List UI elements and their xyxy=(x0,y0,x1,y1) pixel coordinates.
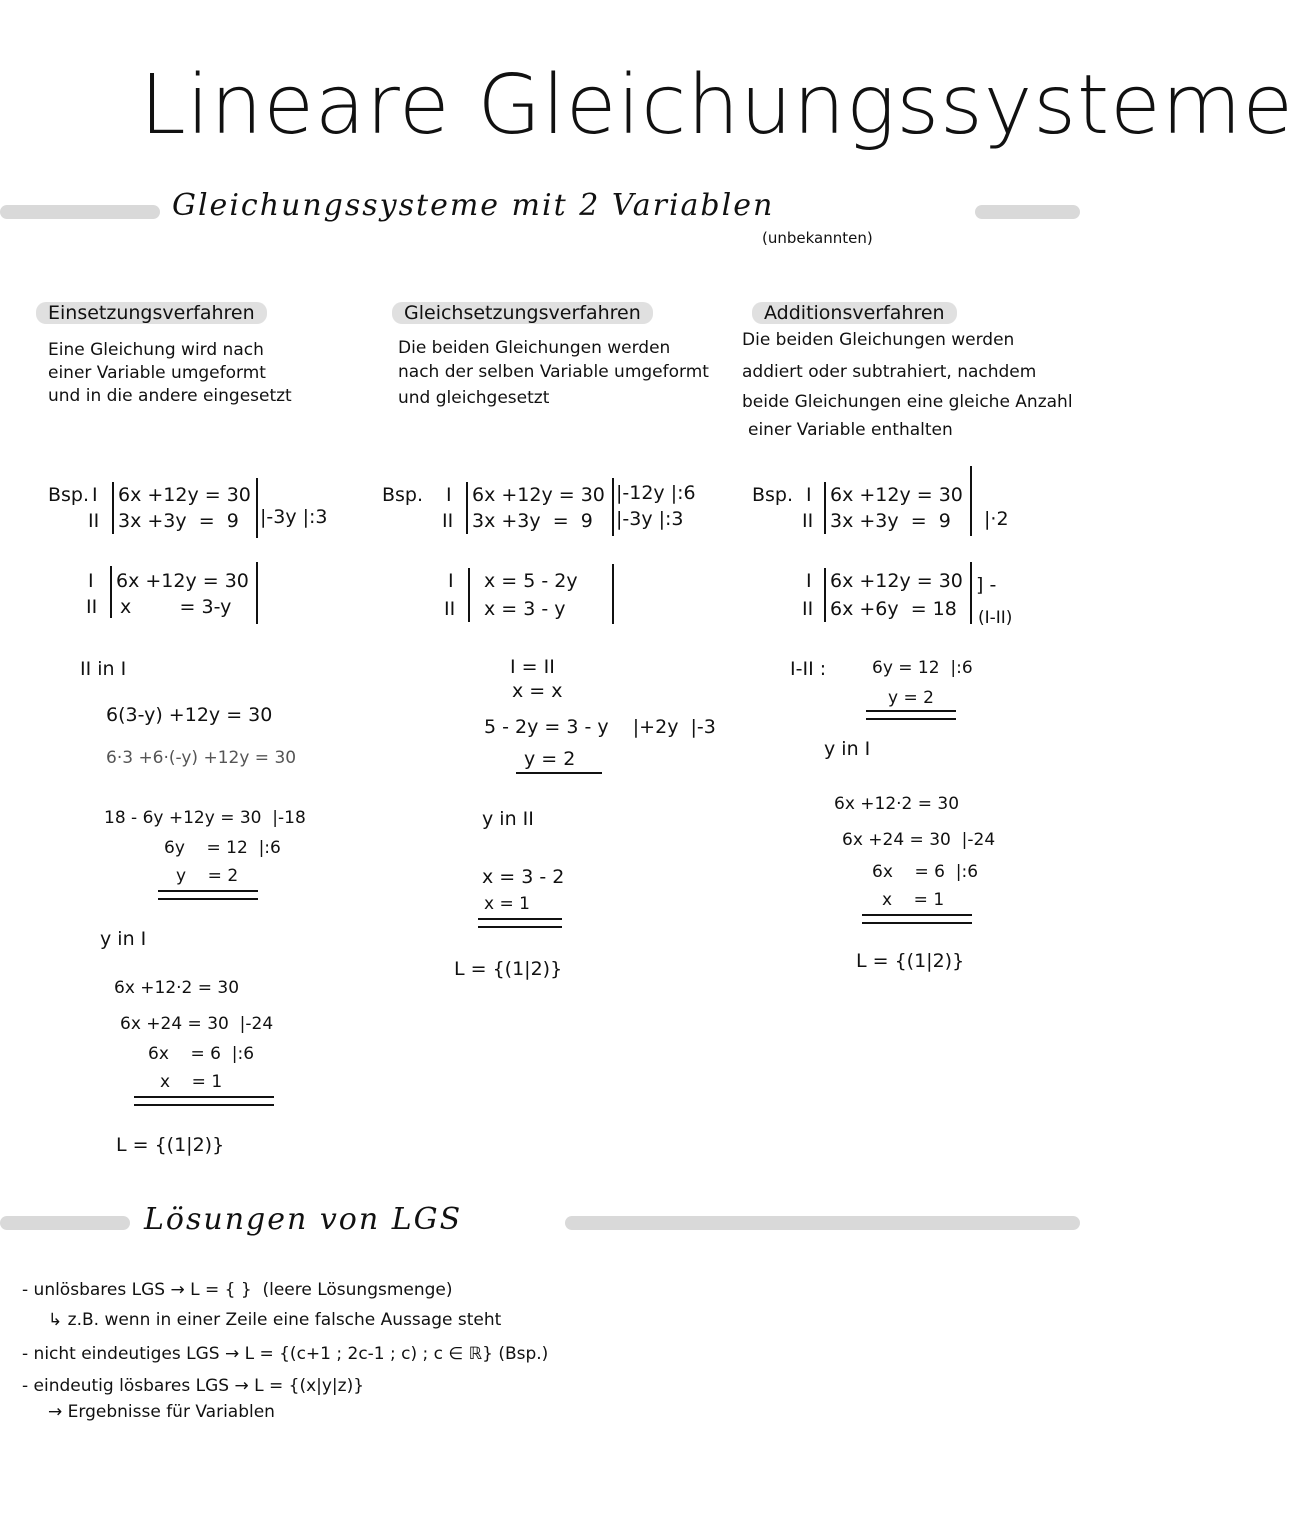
solution-item: - eindeutig lösbares LGS → L = {(x|y|z)} xyxy=(22,1376,365,1396)
calc-line: x = 3 - 2 xyxy=(482,866,565,888)
equation: x = 3 - y xyxy=(484,598,566,620)
operation: |·2 xyxy=(984,508,1009,530)
calc-line: 6·3 +6·(-y) +12y = 30 xyxy=(106,748,297,768)
eq-bar xyxy=(824,482,826,534)
example-label: Bsp. xyxy=(382,484,424,506)
solution-item: → Ergebnisse für Variablen xyxy=(48,1402,275,1422)
eq-label-ii: II xyxy=(88,510,100,532)
calc-line: 6x +12·2 = 30 xyxy=(834,794,960,814)
double-underline xyxy=(134,1096,274,1106)
method-desc-line: addiert oder subtrahiert, nachdem xyxy=(742,362,1037,382)
solution-set: L = {(1|2)} xyxy=(454,958,563,980)
eq-bar xyxy=(468,568,470,622)
equation: 3x +3y = 9 xyxy=(830,510,951,532)
double-underline xyxy=(866,710,956,720)
eq-bar xyxy=(466,482,468,534)
eq-label-ii: II xyxy=(802,598,814,620)
solution-set: L = {(1|2)} xyxy=(116,1134,225,1156)
equation: 6x +12y = 30 xyxy=(830,570,963,592)
operation: |-12y |:6 xyxy=(616,482,696,504)
eq-bar xyxy=(824,568,826,622)
calc-line: 6y = 12 |:6 xyxy=(872,658,973,678)
divider-right xyxy=(565,1216,1080,1230)
divider-left xyxy=(0,1216,130,1230)
eq-label-i: I xyxy=(92,484,98,506)
method-desc-line: beide Gleichungen eine gleiche Anzahl xyxy=(742,392,1073,412)
step-label: y in I xyxy=(824,738,871,760)
method-desc-line: und gleichgesetzt xyxy=(398,388,550,408)
underline xyxy=(516,772,602,774)
solution-item: - nicht eindeutiges LGS → L = {(c+1 ; 2c-1 ; c) ; c ∈ ℝ} (Bsp.) xyxy=(22,1344,549,1364)
eq-label-ii: II xyxy=(802,510,814,532)
eq-bar xyxy=(256,562,258,624)
example-label: Bsp. xyxy=(752,484,794,506)
solution-set: L = {(1|2)} xyxy=(856,950,965,972)
method-desc-line: Die beiden Gleichungen werden xyxy=(398,338,671,358)
calc-line: 6x = 6 |:6 xyxy=(148,1044,255,1064)
method-desc-line: einer Variable umgeformt xyxy=(48,363,266,383)
divider-right xyxy=(975,205,1080,219)
section-title: Lösungen von LGS xyxy=(144,1202,463,1237)
eq-label-ii: II xyxy=(86,596,98,618)
calc-result: x = 1 xyxy=(484,894,530,914)
calc-line: 6x +24 = 30 |-24 xyxy=(842,830,996,850)
operation-note: (I-II) xyxy=(978,608,1013,628)
double-underline xyxy=(478,918,562,928)
calc-line: 6x = 6 |:6 xyxy=(872,862,979,882)
calc-line: 6(3-y) +12y = 30 xyxy=(106,704,273,726)
method-desc-line: nach der selben Variable umgeformt xyxy=(398,362,709,382)
eq-label-ii: II xyxy=(442,510,454,532)
calc-line: 18 - 6y +12y = 30 |-18 xyxy=(104,808,306,828)
eq-bar xyxy=(112,482,114,534)
double-underline xyxy=(158,890,258,900)
equation: 6x +12y = 30 xyxy=(830,484,963,506)
eq-bar xyxy=(612,564,614,624)
eq-label-i: I xyxy=(448,570,454,592)
eq-label-i: I xyxy=(446,484,452,506)
divider-left xyxy=(0,205,160,219)
calc-line: 6y = 12 |:6 xyxy=(164,838,281,858)
double-underline xyxy=(862,914,972,924)
calc-line: 5 - 2y = 3 - y |+2y |-3 xyxy=(484,716,716,738)
calc-line: 6x +12·2 = 30 xyxy=(114,978,240,998)
section-title: Gleichungssysteme mit 2 Variablen xyxy=(172,188,775,223)
eq-label-i: I xyxy=(88,570,94,592)
step-label: I-II : xyxy=(790,658,827,680)
eq-label-i: I xyxy=(806,570,812,592)
step-label: y in II xyxy=(482,808,534,830)
equation: 3x +3y = 9 xyxy=(118,510,239,532)
eq-bar xyxy=(970,562,972,624)
calc-line: 6x +24 = 30 |-24 xyxy=(120,1014,274,1034)
step-label: y in I xyxy=(100,928,147,950)
method-desc-line: einer Variable enthalten xyxy=(748,420,953,440)
equation: 3x +3y = 9 xyxy=(472,510,593,532)
eq-label-ii: II xyxy=(444,598,456,620)
calc-result: y = 2 xyxy=(524,748,576,770)
method-heading-gleichsetzung: Gleichsetzungsverfahren xyxy=(392,302,653,324)
calc-result: x = 1 xyxy=(160,1072,223,1092)
example-label: Bsp. xyxy=(48,484,90,506)
page-title: Lineare Gleichungssysteme xyxy=(140,58,1294,153)
operation: ] - xyxy=(976,574,997,596)
method-desc-line: Die beiden Gleichungen werden xyxy=(742,330,1015,350)
method-heading-addition: Additionsverfahren xyxy=(752,302,957,324)
eq-bar xyxy=(970,466,972,536)
equation: x = 3-y xyxy=(120,596,232,618)
operation: |-3y |:3 xyxy=(616,508,684,530)
subtitle-note: (unbekannten) xyxy=(762,229,873,247)
operation: |-3y |:3 xyxy=(260,506,328,528)
eq-bar xyxy=(256,478,258,538)
method-heading-einsetzung: Einsetzungsverfahren xyxy=(36,302,267,324)
method-desc-line: und in die andere eingesetzt xyxy=(48,386,292,406)
calc-result: y = 2 xyxy=(176,866,239,886)
equation: 6x +12y = 30 xyxy=(116,570,249,592)
calc-result: x = 1 xyxy=(882,890,945,910)
step-label: I = II xyxy=(510,656,555,678)
solution-item: ↳ z.B. wenn in einer Zeile eine falsche Aussage steht xyxy=(48,1310,502,1330)
equation: 6x +12y = 30 xyxy=(472,484,605,506)
eq-label-i: I xyxy=(806,484,812,506)
solution-item: - unlösbares LGS → L = { } (leere Lösungsmenge) xyxy=(22,1280,453,1300)
eq-bar xyxy=(612,478,614,536)
calc-result: y = 2 xyxy=(888,688,934,708)
eq-bar xyxy=(110,566,112,618)
step-label: x = x xyxy=(512,680,563,702)
equation: 6x +12y = 30 xyxy=(118,484,251,506)
equation: 6x +6y = 18 xyxy=(830,598,957,620)
step-label: II in I xyxy=(80,658,127,680)
method-desc-line: Eine Gleichung wird nach xyxy=(48,340,264,360)
equation: x = 5 - 2y xyxy=(484,570,578,592)
